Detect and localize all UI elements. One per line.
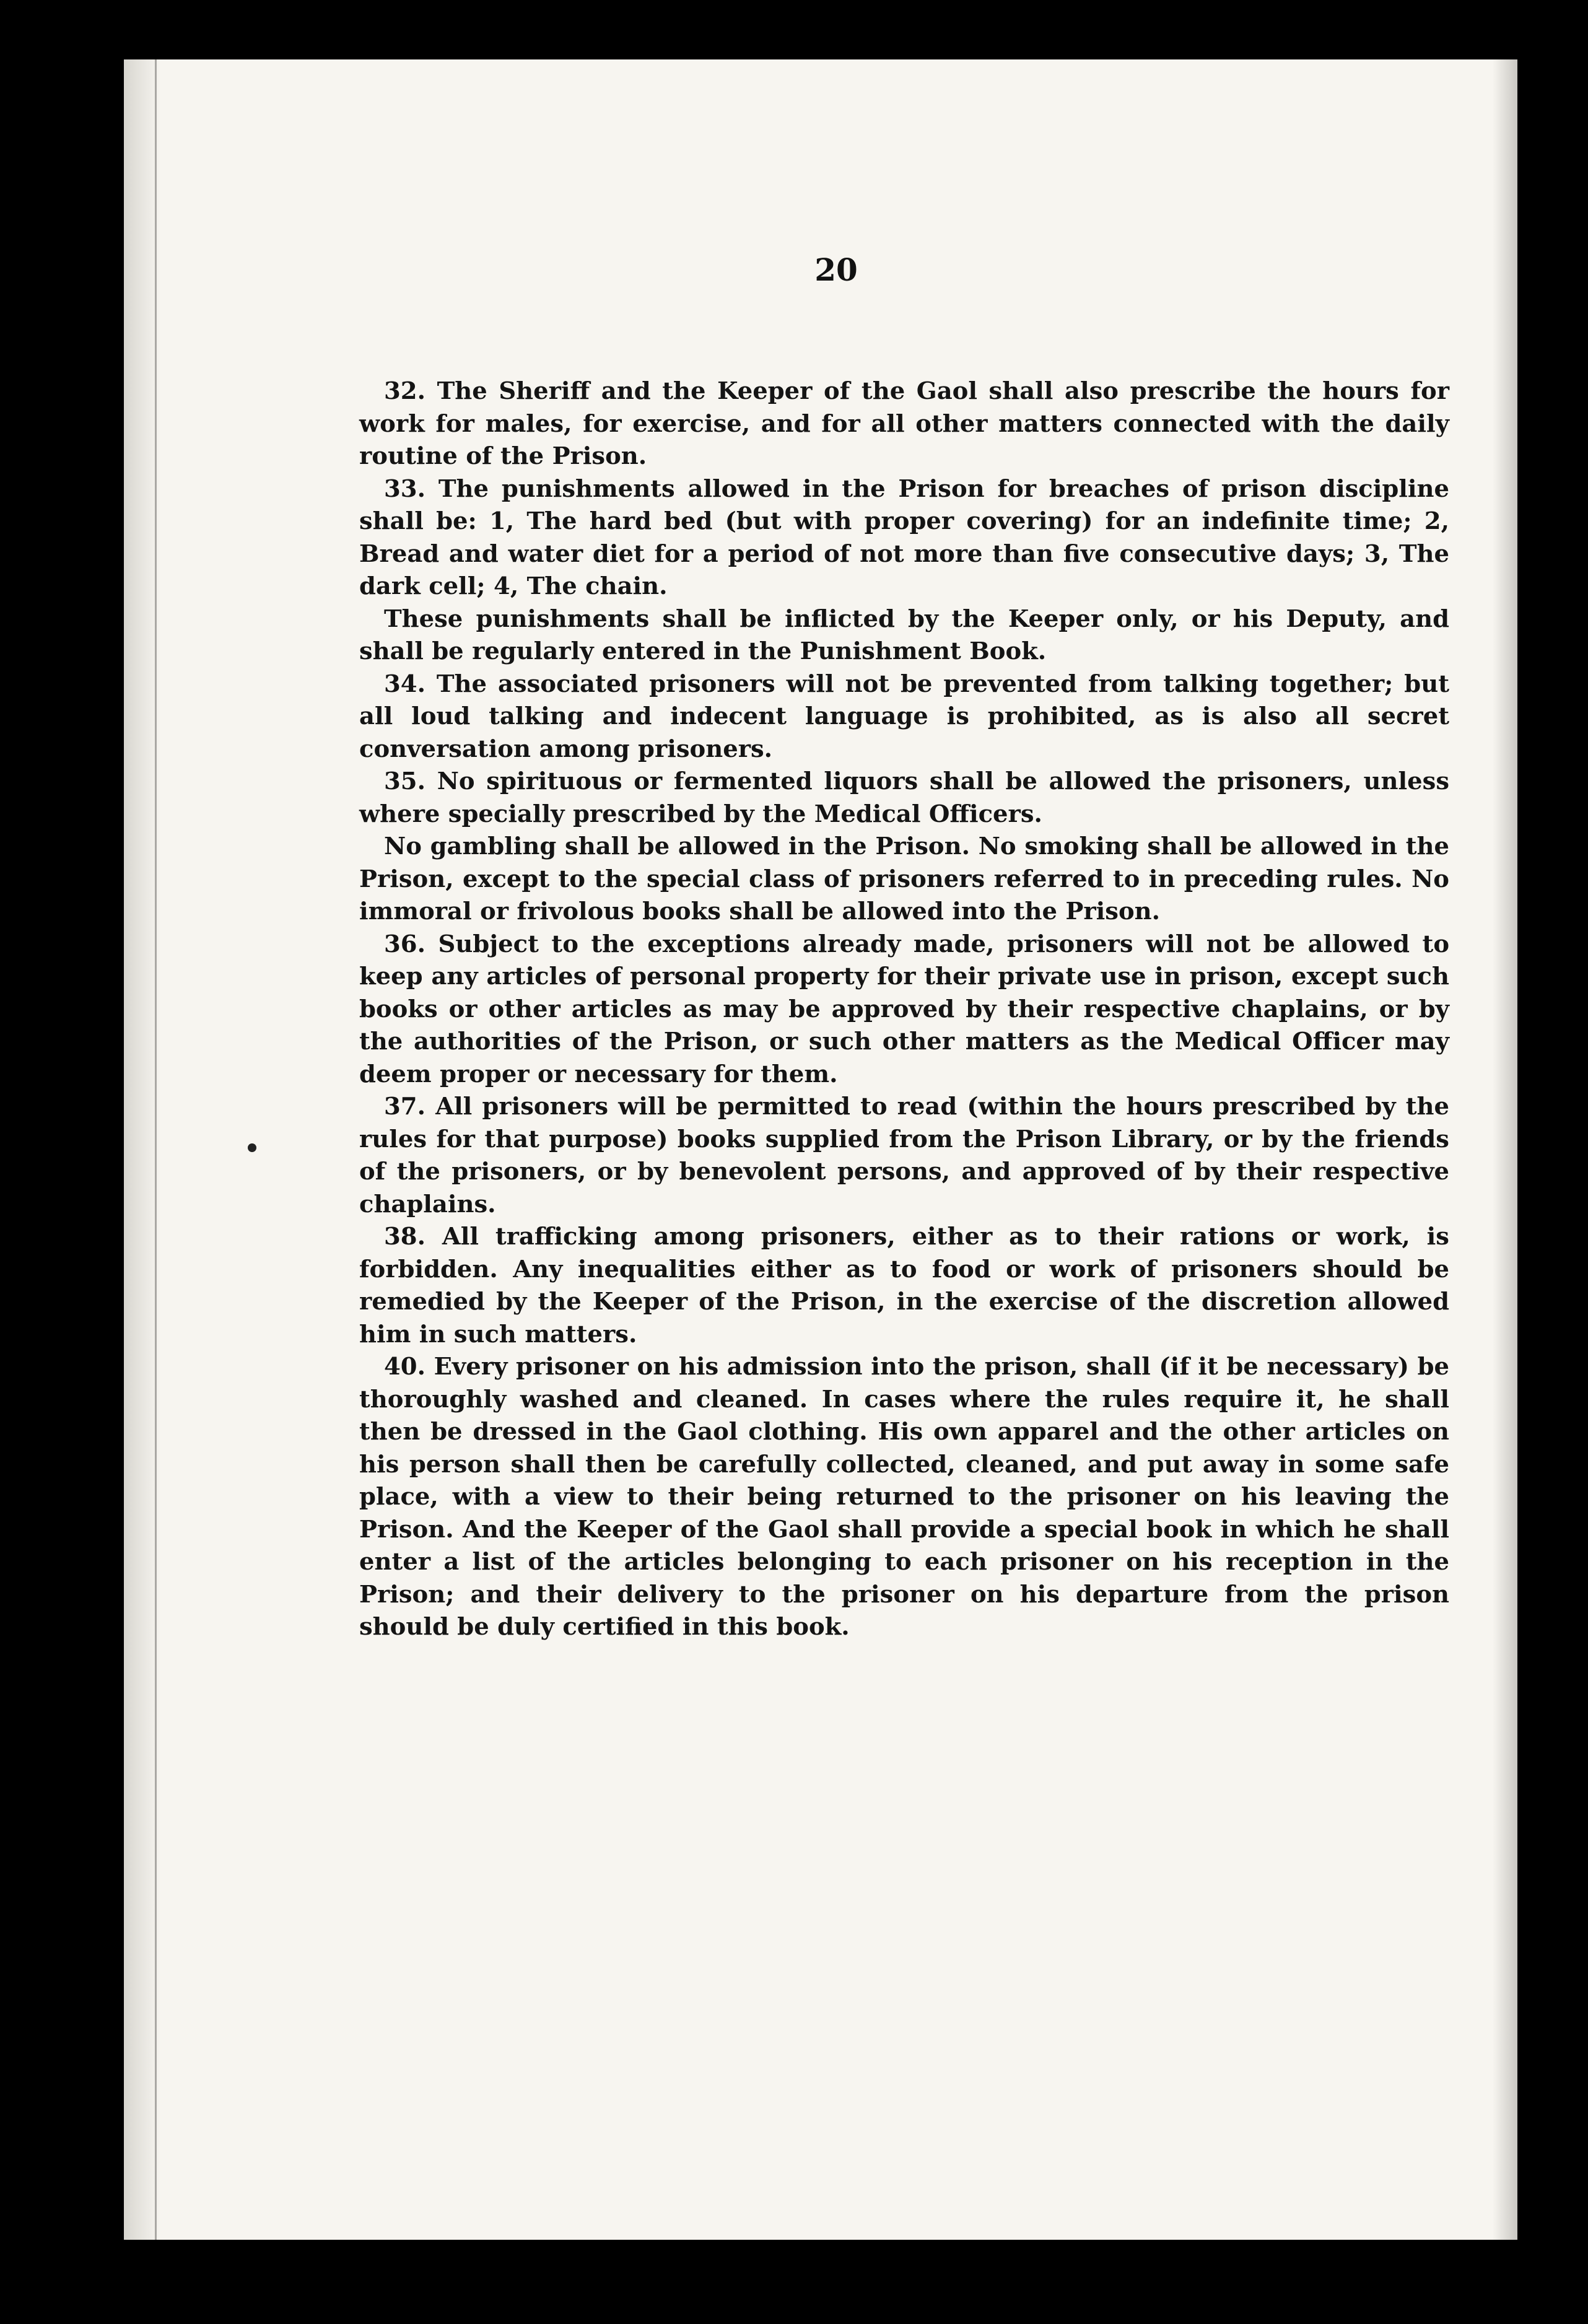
paragraph-rule-37: 37. All prisoners will be permitted to read (within the hours prescribed by the rules for that purpose) books supplied from the Prison Library, or by the friends of the prisoners, or by benevolent persons, and approved of by their respective chaplains. xyxy=(359,1093,1449,1218)
paragraph-rule-40: 40. Every prisoner on his admission into the prison, shall (if it be necessary) be thoroughly washed and cleaned. In cases where the rules require it, he shall then be dressed in the Gaol clothing. His own apparel and the other articles on his person shall then be carefully collected, cleaned, and put away in some safe place, with a view to their being returned to the prisoner on his leaving the Prison. And the Keeper of the Gaol shall provide a special book in which he shall enter a list of the articles belonging to each prisoner on his reception in the Prison; and their delivery to the prisoner on his departure from the prison should be duly certified in this book. xyxy=(359,1353,1449,1641)
margin-rule xyxy=(155,59,157,2240)
paragraph-rule-34: 34. The associated prisoners will not be prevented from talking together; but all loud talking and indecent language is prohibited, as is also all secret conversation among prisoners. xyxy=(359,670,1449,763)
paragraph-punishments: These punishments shall be inflicted by the Keeper only, or his Deputy, and shall be regularly entered in the Punishment Book. xyxy=(359,605,1449,665)
paragraph-rule-35: 35. No spirituous or fermented liquors shall be allowed the prisoners, unless where specially prescribed by the Medical Officers. xyxy=(359,767,1449,828)
paragraph-rule-36: 36. Subject to the exceptions already made, prisoners will not be allowed to keep any articles of personal property for their private use in prison, except such books or other articles as may be approved by their respective chaplains, or by the authorities of the Prison, or such other matters as the Medical Officer may deem proper or necessary for them. xyxy=(359,930,1449,1088)
page-number: 20 xyxy=(814,251,858,288)
margin-mark xyxy=(248,1143,256,1152)
paragraph-rule-33: 33. The punishments allowed in the Prison for breaches of prison discipline shall be: 1, The hard bed (but with proper covering) for an indefinite time; 2, Bread and water diet for a period of not more than five consecutive days; 3, The dark cell; 4, The chain. xyxy=(359,474,1449,600)
paragraph-gambling: No gambling shall be allowed in the Prison. No smoking shall be allowed in the Prison, except to the special class of prisoners referred to in preceding rules. No immoral or frivolous books shall be allowed into the Prison. xyxy=(359,832,1449,925)
body-text xyxy=(359,375,1449,1644)
document-page xyxy=(124,59,1517,2240)
paragraph-rule-32: 32. The Sheriff and the Keeper of the Gaol shall also prescribe the hours for work for males, for exercise, and for all other matters connected with the daily routine of the Prison. xyxy=(359,377,1449,470)
paragraph-rule-38: 38. All trafficking among prisoners, either as to their rations or work, is forbidden. Any inequalities either as to food or work of prisoners should be remedied by the Keeper of the Prison, in the exercise of the discretion allowed him in such matters. xyxy=(359,1223,1449,1348)
